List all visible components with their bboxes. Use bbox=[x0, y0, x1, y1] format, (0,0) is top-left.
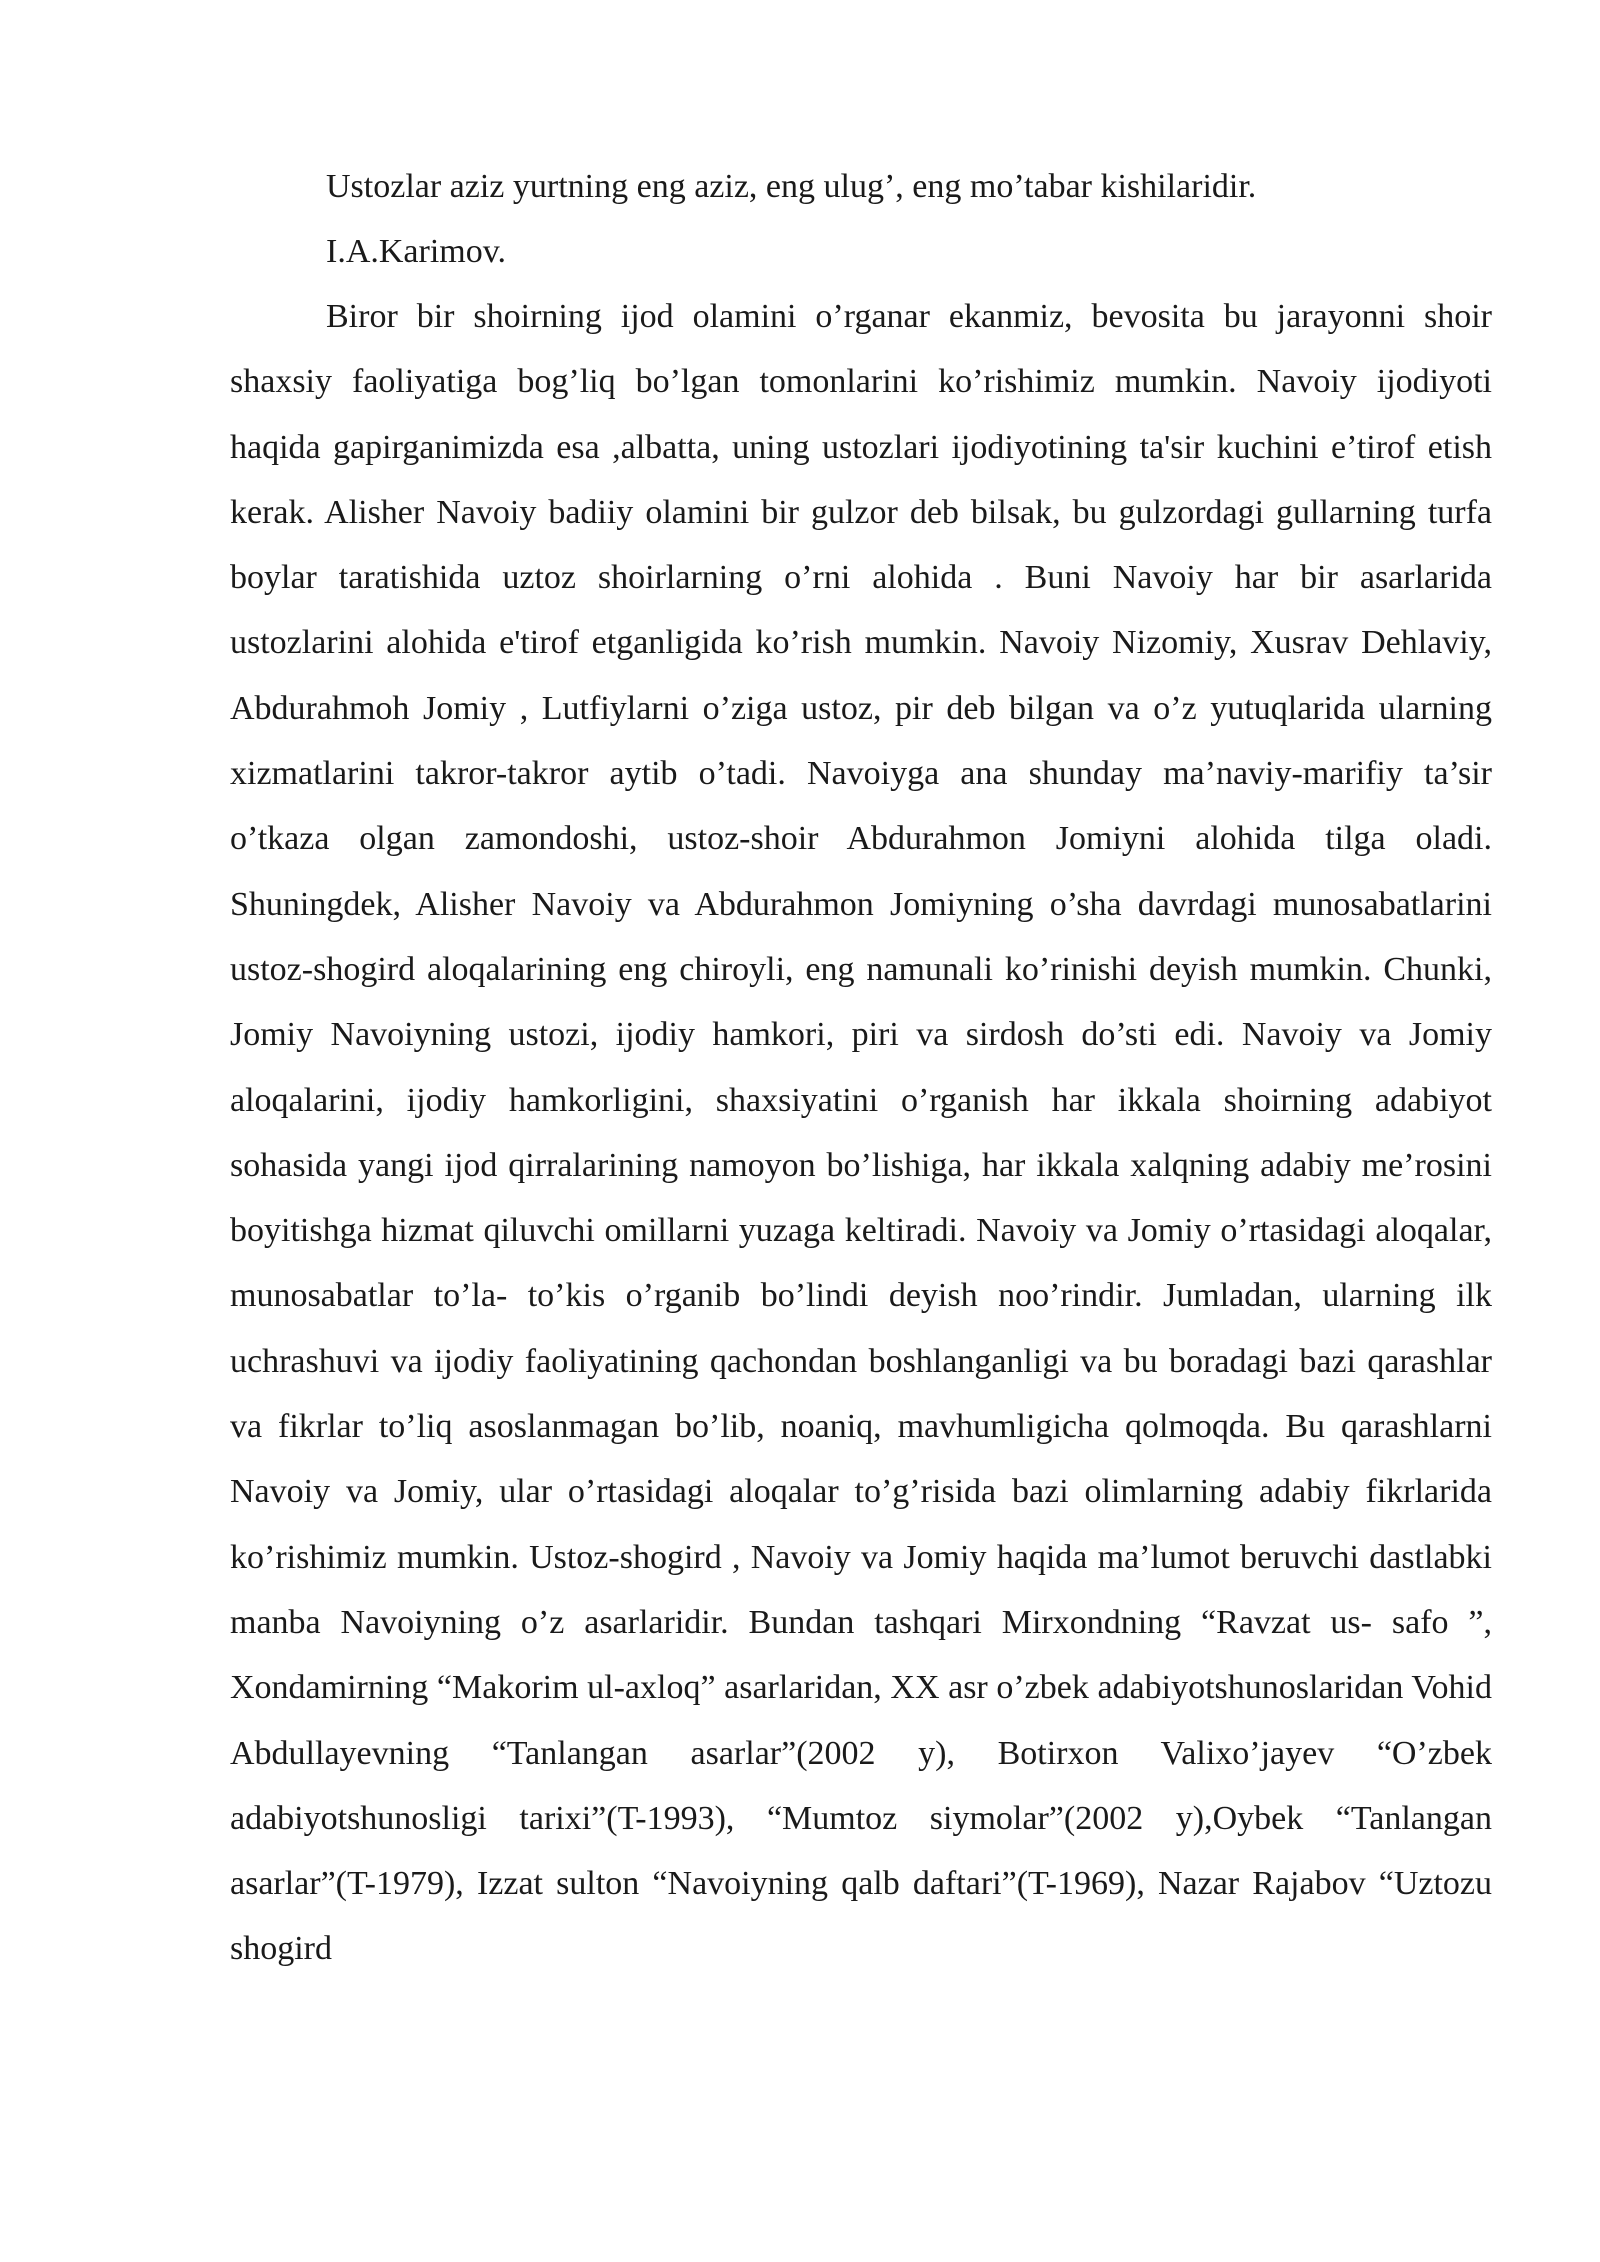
body-paragraph: Biror bir shoirning ijod olamini o’rganar ekanmiz, bevosita bu jarayonni shoir shaxsiy faoliyatiga bog’liq bo’lgan tomonlarini ko’rishimiz mumkin. Navoiy ijodiyoti haqida gapirganimizda esa ,albatta, uning ustozlari ijodiyotining ta'sir kuchini e’tirof etish kerak. Alisher Navoiy badiiy olamini bir gulzor deb bilsak, bu gulzordagi gullarning turfa boylar taratishida uztoz shoirlarning o’rni alohida . Buni Navoiy har bir asarlarida ustozlarini alohida e'tirof etganligida ko’rish mumkin. Navoiy Nizomiy, Xusrav Dehlaviy, Abdurahmoh Jomiy , Lutfiylarni o’ziga ustoz, pir deb bilgan va o’z yutuqlarida ularning xizmatlarini takror-takror aytib o’tadi. Navoiyga ana shunday ma’naviy-marifiy ta’sir o’tkaza olgan zamondoshi, ustoz-shoir Abdurahmon Jomiyni alohida tilga oladi. Shuningdek, Alisher Navoiy va Abdurahmon Jomiyning o’sha davrdagi munosabatlarini ustoz-shogird aloqalarining eng chiroyli, eng namunali ko’rinishi deyish mumkin. Chunki, Jomiy Navoiyning ustozi, ijodiy hamkori, piri va sirdosh do’sti edi. Navoiy va Jomiy aloqalarini, ijodiy hamkorligini, shaxsiyatini o’rganish har ikkala shoirning adabiyot sohasida yangi ijod qirralarining namoyon bo’lishiga, har ikkala xalqning adabiy me’rosini boyitishga hizmat qiluvchi omillarni yuzaga keltiradi. Navoiy va Jomiy o’rtasidagi aloqalar, munosabatlar to’la- to’kis o’rganib bo’lindi deyish noo’rindir. Jumladan, ularning ilk uchrashuvi va ijodiy faoliyatining qachondan boshlanganligi va bu boradagi bazi qarashlar va fikrlar to’liq asoslanmagan bo’lib, noaniq, mavhumligicha qolmoqda. Bu qarashlarni Navoiy va Jomiy, ular o’rtasidagi aloqalar to’g’risida bazi olimlarning adabiy fikrlarida ko’rishimiz mumkin. Ustoz-shogird , Navoiy va Jomiy haqida ma’lumot beruvchi dastlabki manba Navoiyning o’z asarlaridir. Bundan tashqari Mirxondning “Ravzat us- safo ”, Xondamirning “Makorim ul-axloq” asarlaridan, XX asr o’zbek adabiyotshunoslaridan Vohid Abdullayevning “Tanlangan asarlar”(2002 y), Botirxon Valixo’jayev “O’zbek adabiyotshunosligi tarixi”(T-1993), “Mumtoz siymolar”(2002 y),Oybek “Tanlangan asarlar”(T-1979), Izzat sulton “Navoiyning qalb daftari”(T-1969), Nazar Rajabov “Uztozu shogird bbox=[230, 298, 1492, 1968]
document-page bbox=[230, 154, 1492, 1982]
epigraph-quote: Ustozlar aziz yurtning eng aziz, eng ulug’, eng mo’tabar kishilaridir. bbox=[326, 168, 1257, 205]
epigraph-author: I.A.Karimov. bbox=[326, 233, 507, 270]
